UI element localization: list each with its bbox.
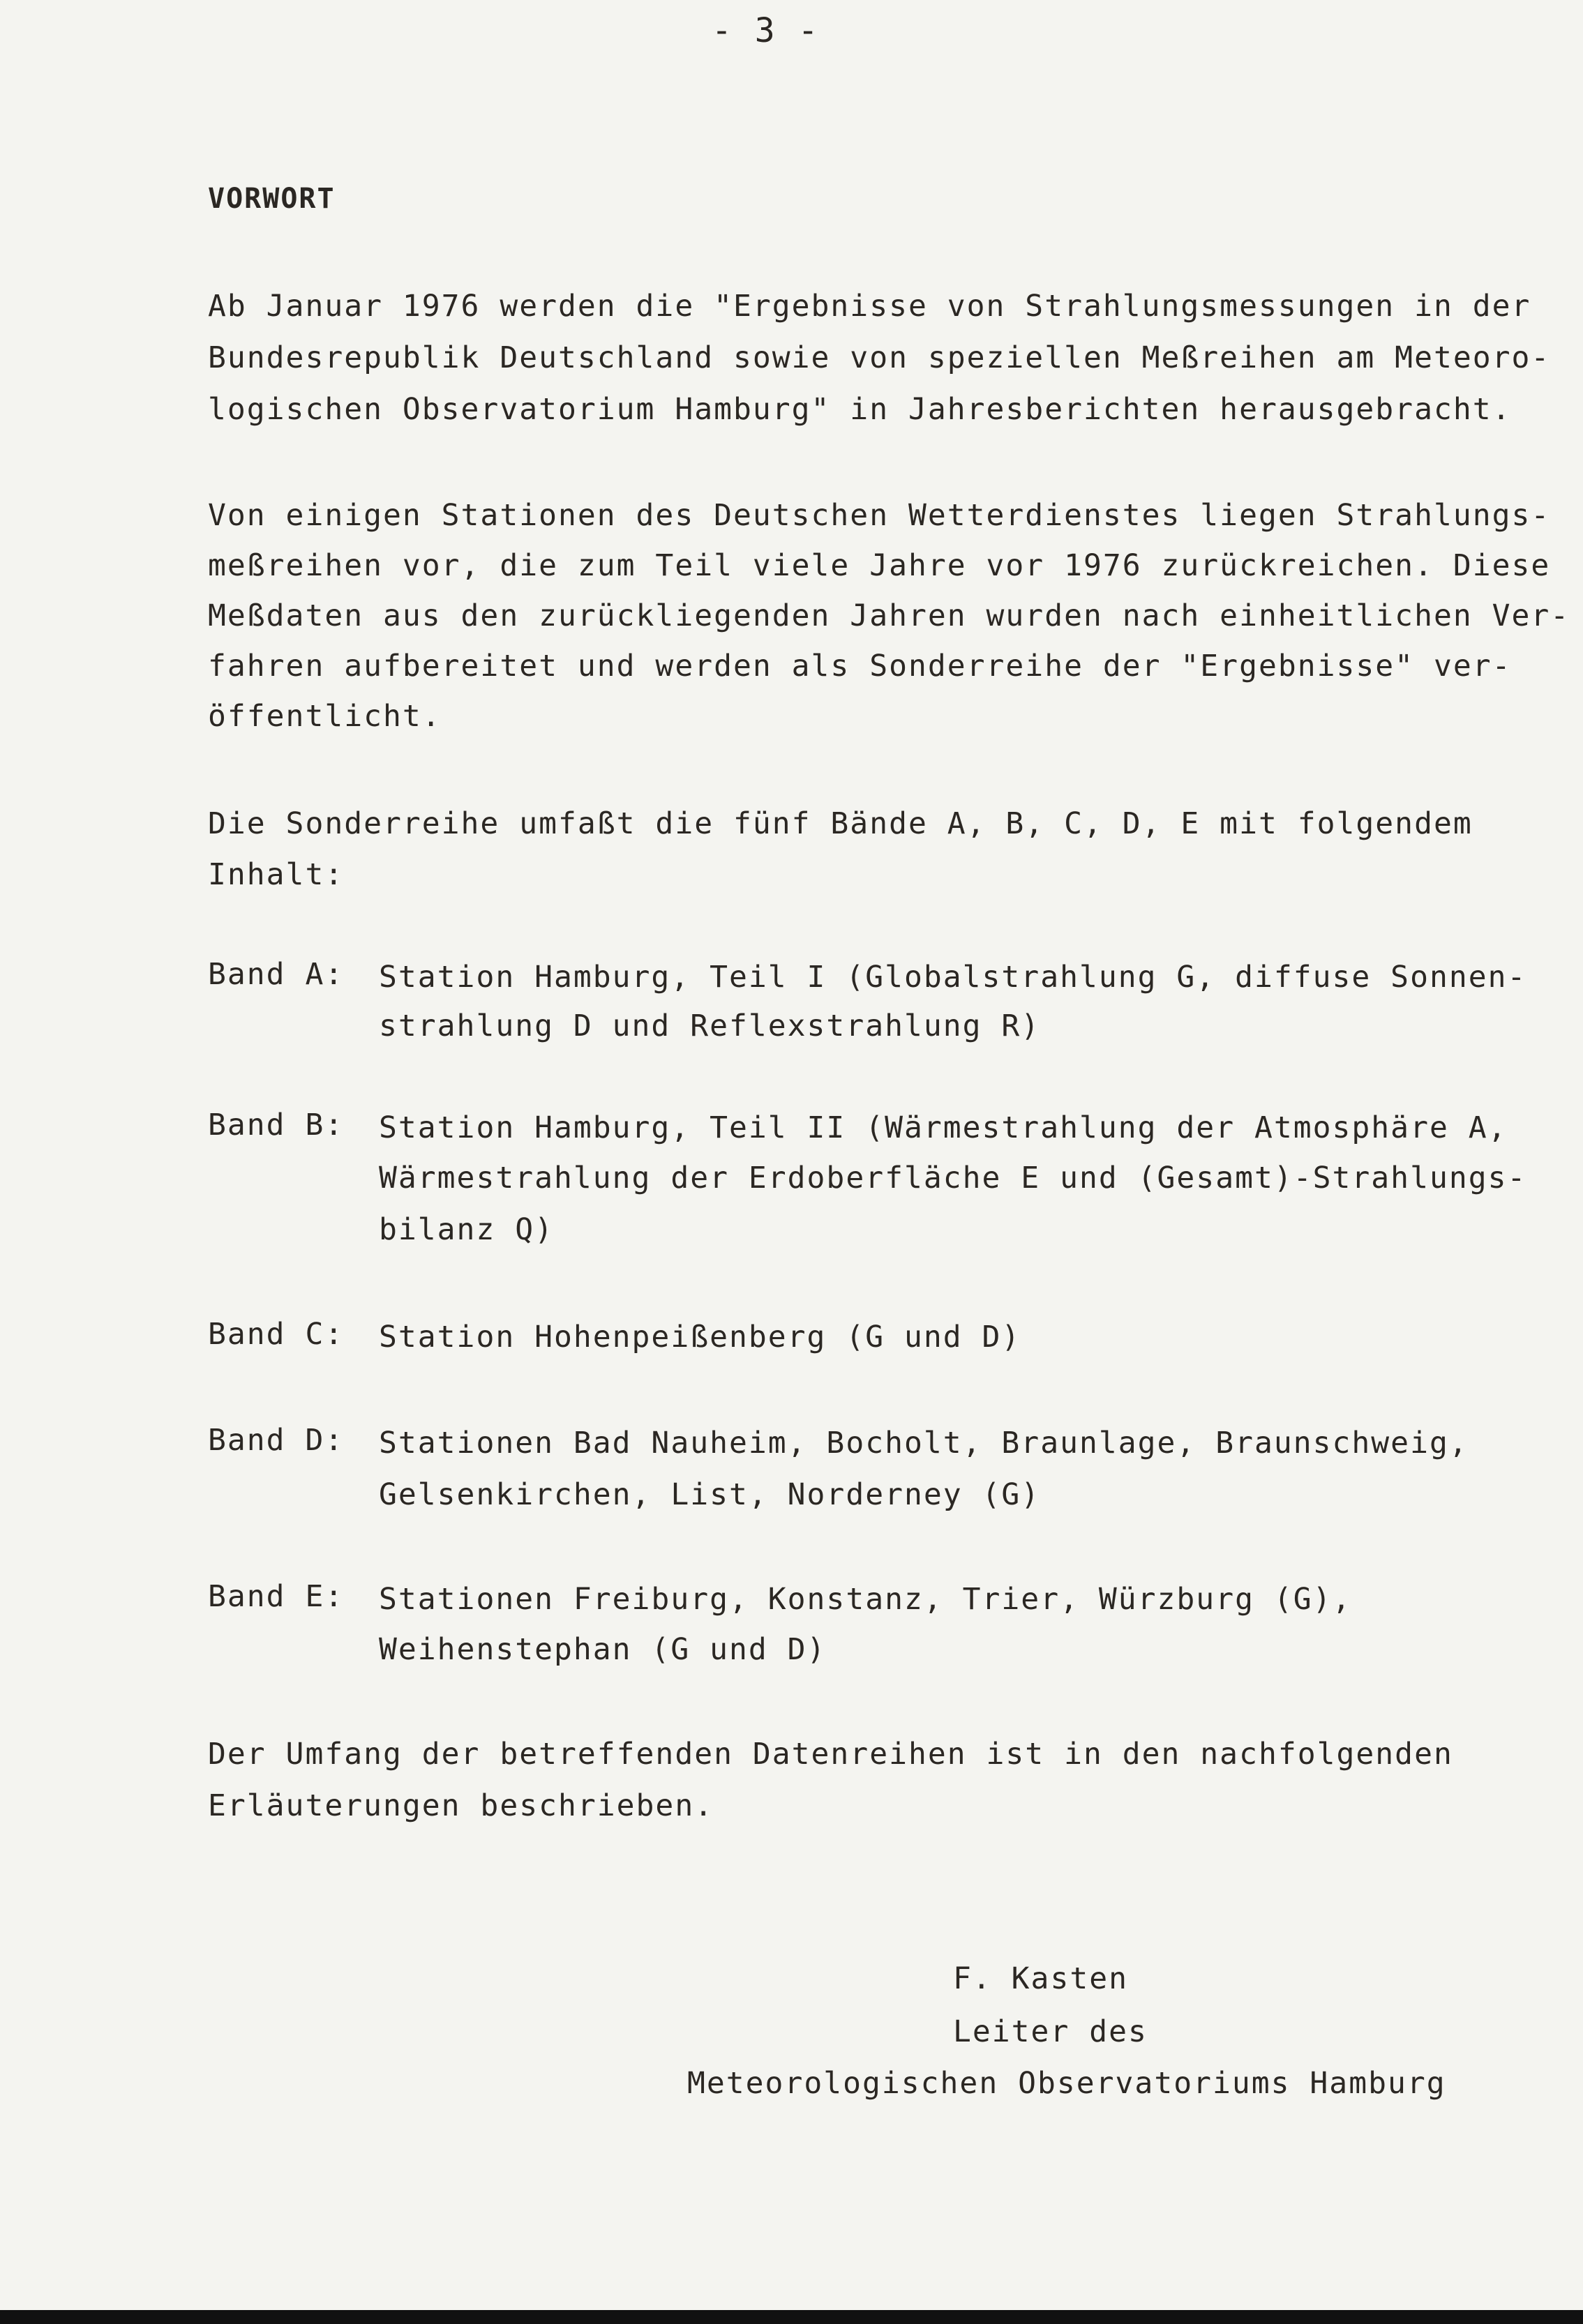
heading-vorwort: VORWORT: [208, 183, 336, 215]
signature-title: Leiter des: [953, 2014, 1148, 2049]
band-description-line: bilanz Q): [379, 1212, 554, 1247]
band-description-line: strahlung D und Reflexstrahlung R): [379, 1009, 1041, 1043]
paragraph-line: Ab Januar 1976 werden die "Ergebnisse von Strahlungsmessungen in der: [208, 289, 1531, 324]
band-label: Band B:: [208, 1108, 345, 1142]
band-description-line: Stationen Bad Nauheim, Bocholt, Braunlage, Braunschweig,: [379, 1426, 1469, 1461]
band-description-line: Station Hamburg, Teil II (Wärmestrahlung der Atmosphäre A,: [379, 1110, 1508, 1145]
band-label: Band A:: [208, 957, 345, 992]
paragraph-line: meßreihen vor, die zum Teil viele Jahre vor 1976 zurückreichen. Diese: [208, 548, 1551, 583]
paragraph-line: Bundesrepublik Deutschland sowie von speziellen Meßreihen am Meteoro-: [208, 340, 1551, 375]
paragraph-line: Inhalt:: [208, 857, 345, 892]
band-description-line: Station Hohenpeißenberg (G und D): [379, 1320, 1021, 1355]
page-number: - 3 -: [712, 11, 820, 50]
signature-institution: Meteorologischen Observatoriums Hamburg: [687, 2066, 1446, 2101]
band-label: Band D:: [208, 1423, 345, 1458]
band-label: Band C:: [208, 1317, 345, 1352]
paragraph-line: öffentlicht.: [208, 699, 442, 734]
scan-bottom-edge: [0, 2310, 1583, 2324]
paragraph-line: fahren aufbereitet und werden als Sonderreihe der "Ergebnisse" ver-: [208, 649, 1512, 684]
band-description-line: Station Hamburg, Teil I (Globalstrahlung G, diffuse Sonnen-: [379, 960, 1527, 995]
band-label: Band E:: [208, 1579, 345, 1614]
paragraph-line: Erläuterungen beschrieben.: [208, 1788, 714, 1823]
band-description-line: Wärmestrahlung der Erdoberfläche E und (Gesamt)-Strahlungs-: [379, 1161, 1527, 1195]
band-description-line: Weihenstephan (G und D): [379, 1632, 827, 1667]
signature-name: F. Kasten: [953, 1961, 1128, 1996]
band-description-line: Stationen Freiburg, Konstanz, Trier, Würzburg (G),: [379, 1582, 1352, 1617]
band-description-line: Gelsenkirchen, List, Norderney (G): [379, 1477, 1041, 1512]
paragraph-line: Von einigen Stationen des Deutschen Wetterdienstes liegen Strahlungs-: [208, 498, 1551, 533]
paragraph-line: logischen Observatorium Hamburg" in Jahresberichten herausgebracht.: [208, 392, 1512, 427]
paragraph-line: Der Umfang der betreffenden Datenreihen ist in den nachfolgenden: [208, 1737, 1453, 1772]
paragraph-line: Die Sonderreihe umfaßt die fünf Bände A, B, C, D, E mit folgendem: [208, 806, 1473, 841]
paragraph-line: Meßdaten aus den zurückliegenden Jahren wurden nach einheitlichen Ver-: [208, 598, 1570, 633]
